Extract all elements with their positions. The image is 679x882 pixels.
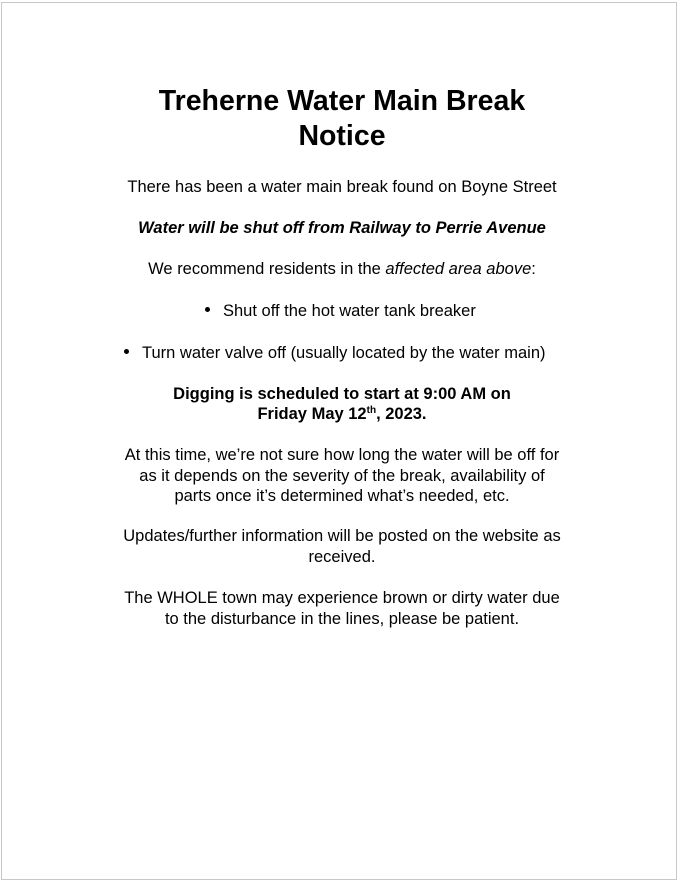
notice-title <box>92 84 592 154</box>
recommend-text <box>72 259 612 280</box>
intro-text: There has been a water main break found on Boyne Street <box>127 178 557 196</box>
title-line-1: Treherne Water Main Break <box>158 85 526 117</box>
duration-line-2: as it depends on the severity of the break, availability of <box>139 467 545 485</box>
recommend-italic: affected area above <box>385 260 532 278</box>
recommend-suffix: : <box>531 260 536 278</box>
updates-line-1: Updates/further information will be posted on the website as <box>123 527 561 545</box>
town-line-1: The WHOLE town may experience brown or dirty water due <box>124 589 560 607</box>
list-item <box>205 301 476 322</box>
shutoff-text: Water will be shut off from Railway to Perrie Avenue <box>138 219 546 237</box>
title-line-2: Notice <box>298 120 386 152</box>
bullet-icon <box>205 307 210 312</box>
town-line-2: to the disturbance in the lines, please be patient. <box>164 610 520 628</box>
duration-line-1: At this time, we’re not sure how long the water will be off for <box>124 446 560 464</box>
digging-date-suffix: th <box>366 405 377 416</box>
document-page <box>1 2 677 880</box>
list-item <box>124 343 546 364</box>
bullet-text: Shut off the hot water tank breaker <box>223 302 476 320</box>
digging-date: Friday May 12 <box>257 405 367 423</box>
updates-line-2: received. <box>308 548 376 566</box>
digging-line-2 <box>72 404 612 425</box>
digging-year: , 2023. <box>376 405 427 423</box>
digging-line-1: Digging is scheduled to start at 9:00 AM on <box>173 385 511 403</box>
duration-line-3: parts once it’s determined what’s needed, etc. <box>174 487 510 505</box>
bullet-text: Turn water valve off (usually located by the water main) <box>142 344 546 362</box>
recommend-prefix: We recommend residents in the <box>148 260 386 278</box>
bullet-icon <box>124 349 129 354</box>
